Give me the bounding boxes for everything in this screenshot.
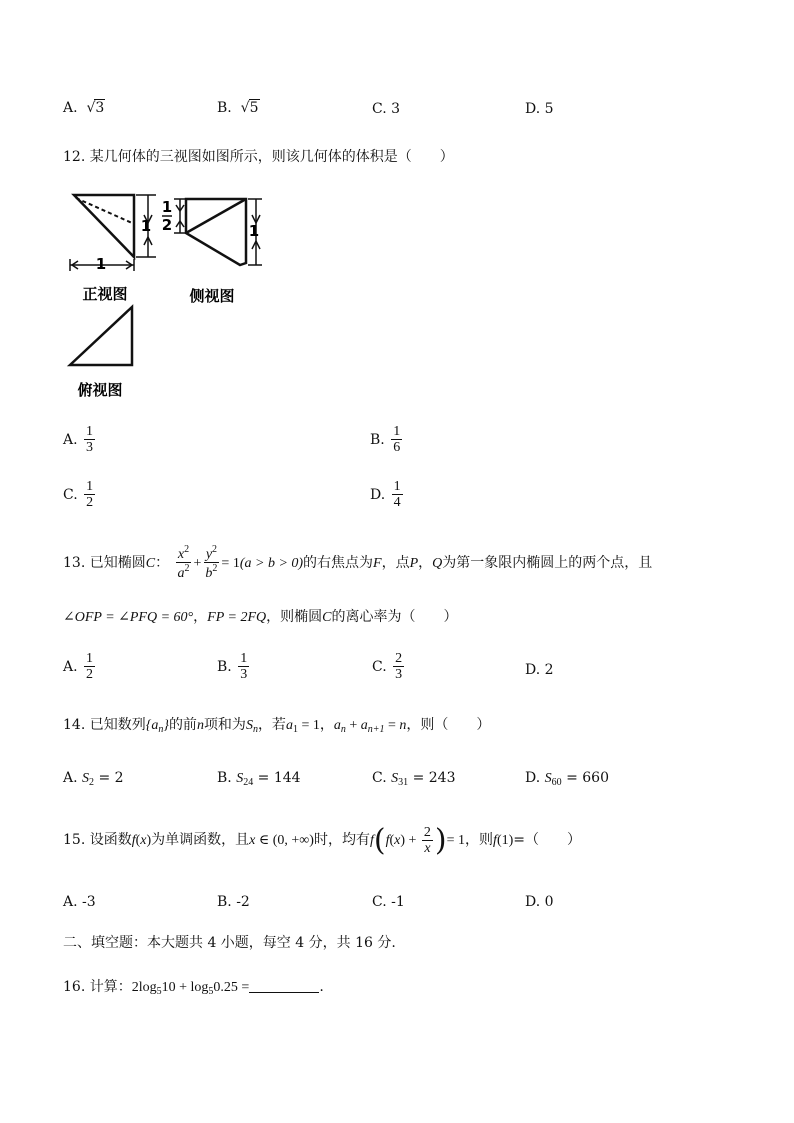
option-label: C. (63, 486, 78, 503)
numerator: 1 (86, 424, 94, 439)
option-label: B. (370, 431, 385, 448)
q15-option-c: C. -1 (372, 894, 405, 910)
expr-part: 2log (131, 980, 157, 995)
q13-stem-line1: 13. 已知椭圆C： $\frac{x^2}{a^2}$ + $\frac{y^2}{b^2}$ = 1(a > b > 0)的右焦点为F，点P，Q为第一象限内椭圆上的两个点，且 (63, 544, 653, 582)
sequence-an: $\{a_n\}$ (145, 718, 169, 735)
q13-option-b (217, 651, 251, 683)
option-label: B. (217, 770, 232, 786)
denominator: 2 (86, 667, 94, 683)
option-value: = 2 (98, 770, 124, 786)
expr-part: 10 + log (161, 980, 209, 995)
half-num: 1 (161, 198, 173, 216)
half-den: 2 (161, 216, 173, 234)
q14-option-b: B. $S_{24} = 144$ (217, 770, 301, 788)
q15-text: 15. 设函数 (63, 832, 132, 849)
q12-option-c (63, 479, 97, 511)
q16-text: . (319, 979, 324, 995)
fraction (238, 651, 249, 683)
q12-option-d (370, 479, 405, 511)
denominator: 3 (395, 667, 403, 683)
sqrt-5: √5 (236, 100, 259, 116)
log-base: 5 (208, 986, 214, 997)
q13-option-c (372, 651, 406, 683)
front-view-triangle (74, 195, 134, 257)
denominator: 3 (86, 440, 94, 456)
side-view-edge (186, 199, 246, 233)
sqrt-3: √3 (82, 100, 105, 116)
q14-option-d: D. $S_{60} = 660$ (525, 770, 609, 788)
option-label: B. (217, 100, 232, 116)
var-Q: Q (432, 555, 443, 571)
angle-condition: ∠OFP = ∠PFQ = 60° (63, 610, 194, 625)
q14-option-c: C. $S_{31} = 243$ (372, 770, 456, 788)
q14-text: ，则（ ） (406, 717, 491, 733)
fx: f(x) (131, 833, 152, 849)
numerator: 2 (395, 651, 403, 666)
log-expression (132, 980, 250, 995)
option-label: B. (217, 658, 232, 675)
fraction (392, 479, 403, 511)
functional-equation: f(f(x) + $\frac{2}{x}$ )= 1 (369, 822, 466, 858)
q14-text: ，若 (257, 717, 286, 733)
q13-text: 的右焦点为 (303, 554, 374, 571)
q12-stem: 12. 某几何体的三视图如图所示，则该几何体的体积是（ ） (63, 149, 454, 165)
subscript: 31 (398, 777, 409, 788)
fraction (391, 424, 402, 456)
q13-text: ，点 (381, 554, 410, 571)
q13-prefix: 13. 已知椭圆 (63, 554, 146, 571)
q14-text: 项和为 (203, 717, 246, 733)
side-height-label: 1 (248, 222, 260, 240)
q15-option-d: D. 0 (525, 894, 554, 910)
side-view-label: 侧视图 (189, 287, 235, 305)
q15-text: =（ ） (513, 832, 581, 849)
condition-a1: $a_1 = 1$ (285, 718, 320, 735)
condition-recurrence: $a_n + a_{n+1} = n$ (333, 718, 407, 735)
option-label: C. (372, 770, 387, 786)
three-view-diagram (60, 185, 270, 400)
q14-text: 14. 已知数列 (63, 717, 146, 733)
log-base: 5 (156, 986, 162, 997)
domain-condition: x ∈ (0, +∞) (249, 833, 314, 849)
numerator: 1 (393, 424, 401, 439)
var-Sn: $S_n$ (245, 718, 258, 735)
numerator: 1 (240, 651, 248, 666)
option-label: D. (370, 486, 386, 503)
expr-part: 0.25 = (213, 980, 250, 995)
option-label: D. (525, 770, 541, 786)
q16-stem (63, 976, 324, 997)
subscript: 60 (551, 777, 562, 788)
option-value: = 660 (566, 770, 609, 786)
q13-option-a (63, 651, 97, 683)
q14-option-a: A. $S_2 = 2$ (63, 770, 124, 788)
var-C: C (322, 610, 332, 625)
q15-text: ，则 (465, 832, 494, 849)
q14-stem: 14. 已知数列$\{a_n\}$的前n项和为$S_n$，若$a_1 = 1$，$a_n + a_{n+1} = n$，则（ ） (63, 717, 491, 735)
fraction (84, 651, 95, 683)
x-sq-over-a-sq: $\frac{x^2}{a^2}$ (177, 544, 190, 582)
numerator: 1 (86, 479, 94, 494)
height-label: 1 (140, 217, 152, 235)
denominator: 3 (240, 667, 248, 683)
var-P: P (409, 555, 419, 571)
q13-stem-line2 (63, 606, 457, 626)
q11-option-d: D. 5 (525, 101, 554, 117)
q15-option-b: B. -2 (217, 894, 250, 910)
option-value: = 144 (257, 770, 301, 786)
denominator: 2 (86, 495, 94, 511)
var-F: F (373, 555, 382, 571)
option-label: A. (63, 658, 78, 675)
q13-text: ， (193, 609, 208, 625)
fraction (393, 651, 404, 683)
q13-text: 为第一象限内椭圆上的两个点，且 (442, 554, 653, 571)
denominator: 4 (393, 495, 401, 511)
q12-option-a (63, 424, 97, 456)
q13-text: ， (418, 554, 433, 571)
denominator: 6 (393, 440, 401, 456)
front-view-hidden-line (76, 198, 132, 223)
option-value: = 243 (412, 770, 456, 786)
width-label: 1 (95, 255, 107, 273)
q14-text: 的前 (168, 717, 197, 733)
q11-option-b (217, 100, 260, 116)
q15-text: 为单调函数，且 (151, 832, 250, 849)
f-of-1: f(1) (493, 833, 514, 849)
q15-text: 时，均有 (313, 832, 370, 849)
var-n: n (196, 718, 204, 733)
q13-option-d: D. 2 (525, 662, 554, 678)
top-view-label: 俯视图 (77, 381, 123, 399)
option-label: A. (63, 431, 78, 448)
q16-text: 16. 计算： (63, 979, 132, 995)
answer-blank[interactable] (249, 980, 319, 993)
side-view-outline (186, 199, 246, 265)
front-view-label: 正视图 (82, 285, 128, 303)
subscript: 2 (89, 777, 95, 788)
section-heading-fill-in: 二、填空题：本大题共 4 小题，每空 4 分，共 16 分. (63, 935, 396, 951)
q15-stem (63, 822, 581, 858)
q12-option-b (370, 424, 404, 456)
numerator: 1 (393, 479, 401, 494)
fraction (84, 479, 95, 511)
length-condition: FP = 2FQ (207, 610, 267, 625)
option-label: A. (63, 100, 78, 116)
q11-option-c: C. 3 (372, 101, 401, 117)
numerator: 1 (86, 651, 94, 666)
subscript: 24 (243, 777, 254, 788)
colon: ： (155, 554, 170, 571)
y-sq-over-b-sq: $\frac{y^2}{b^2}$ (205, 544, 218, 582)
option-label: C. (372, 658, 387, 675)
q15-option-a: A. -3 (63, 894, 96, 910)
option-label: A. (63, 770, 78, 786)
var-C: C (145, 555, 156, 571)
q13-text: ，则椭圆 (266, 609, 323, 625)
radicand: 3 (95, 100, 105, 116)
q13-text: 的离心率为（ ） (331, 609, 458, 625)
radicand: 5 (249, 100, 259, 116)
fraction (84, 424, 95, 456)
top-view-triangle (70, 307, 132, 365)
q11-option-a (63, 100, 105, 116)
